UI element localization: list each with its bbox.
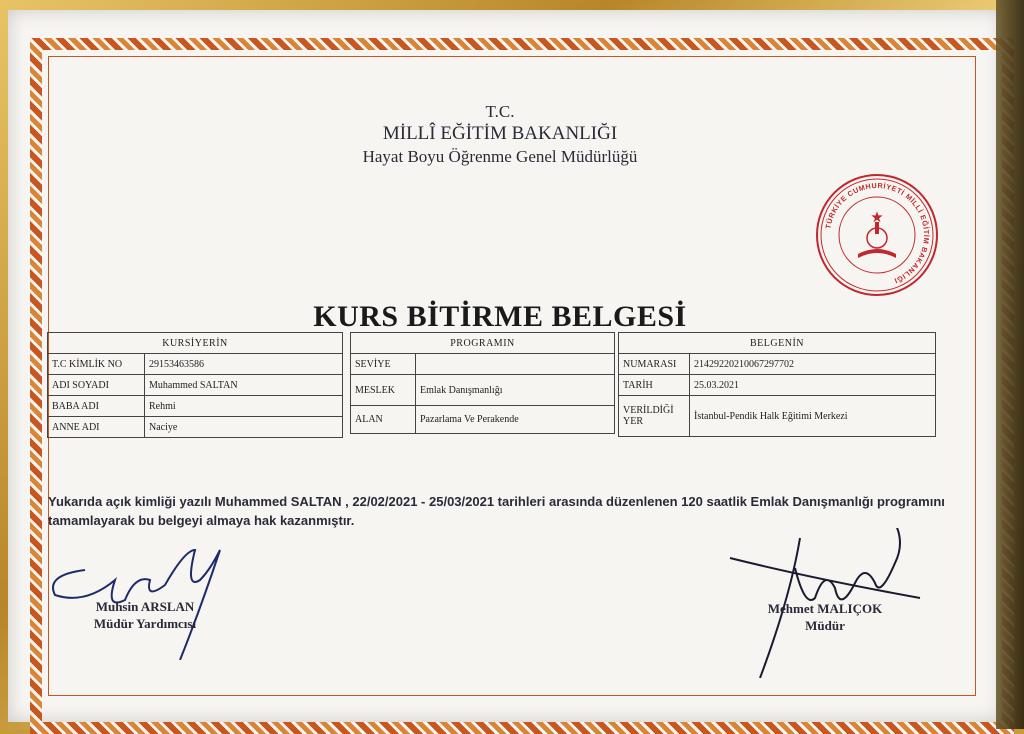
name-label: ADI SOYADI (48, 375, 145, 396)
kursiyerin-header: KURSİYERİN (48, 333, 343, 354)
kursiyerin-table (47, 332, 343, 438)
name-value: Muhammed SALTAN (145, 375, 343, 396)
level-label: SEVİYE (351, 354, 416, 375)
completion-statement: Yukarıda açık kimliği yazılı Muhammed SALTAN , 22/02/2021 - 25/03/2021 tarihleri arasında düzenlenen 120 saatlik Emlak Danışmanlığı programını tamamlayarak bu belgeyi almaya hak kazanmıştır. (48, 494, 945, 528)
ministry-seal-icon (814, 172, 940, 298)
seal-text: TÜRKİYE CUMHURİYETİ MİLLİ EĞİTİM BAKANLIĞI (823, 180, 932, 286)
profession-value: Emlak Danışmanlığı (416, 375, 615, 406)
signatory-2-name: Mehmet MALIÇOK (767, 601, 883, 616)
header-directorate: Hayat Boyu Öğrenme Genel Müdürlüğü (362, 147, 638, 166)
level-value (416, 354, 615, 375)
profession-label: MESLEK (351, 375, 416, 406)
signatory-2 (745, 600, 905, 634)
number-value: 21429220210067297702 (690, 354, 936, 375)
header-tc: T.C. (485, 102, 515, 121)
tc-value: 29153463586 (145, 354, 343, 375)
signatory-1-title: Müdür Yardımcısı (93, 616, 197, 631)
belgenin-header: BELGENİN (619, 333, 936, 354)
document-title: KURS BİTİRME BELGESİ (313, 300, 687, 333)
programin-table (350, 332, 615, 434)
programin-header: PROGRAMIN (351, 333, 615, 354)
place-value: İstanbul-Pendik Halk Eğitimi Merkezi (690, 396, 936, 437)
mother-value: Naciye (145, 417, 343, 438)
frame-shadow (996, 0, 1024, 729)
belgenin-table (618, 332, 936, 437)
signatory-1-name: Muhsin ARSLAN (95, 599, 195, 614)
father-label: BABA ADI (48, 396, 145, 417)
header-ministry: MİLLÎ EĞİTİM BAKANLIĞI (382, 123, 618, 144)
father-value: Rehmi (145, 396, 343, 417)
mother-label: ANNE ADI (48, 417, 145, 438)
signatory-1 (70, 598, 220, 632)
number-label: NUMARASI (619, 354, 690, 375)
place-label: VERİLDİĞİ YER (619, 396, 690, 437)
field-value: Pazarlama Ve Perakende (416, 406, 615, 434)
signatory-2-title: Müdür (805, 618, 845, 633)
tc-label: T.C KİMLİK NO (48, 354, 145, 375)
date-value: 25.03.2021 (690, 375, 936, 396)
field-label: ALAN (351, 406, 416, 434)
date-label: TARİH (619, 375, 690, 396)
